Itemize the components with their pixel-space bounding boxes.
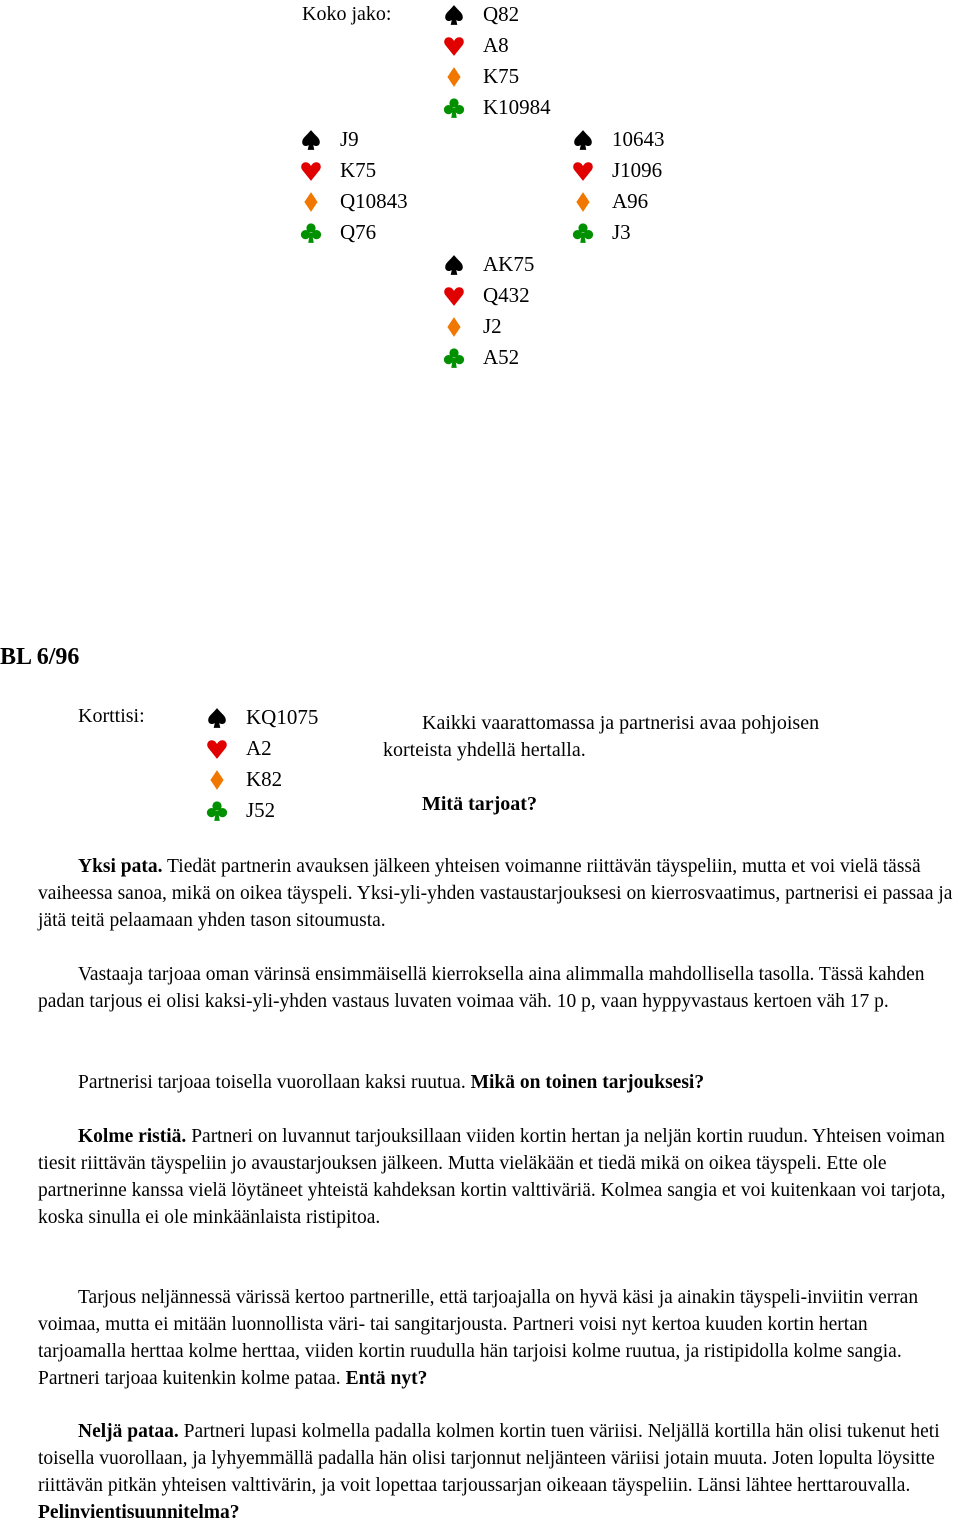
east-spades: 10643	[612, 127, 665, 151]
answer-paragraph-6	[38, 1418, 956, 1526]
south-hearts: Q432	[483, 283, 530, 307]
club-icon	[443, 347, 465, 369]
answer-1-text: Tiedät partnerin avauksen jälkeen yhteisen voimanne riittävän täyspeliin, mutta et voi vielä tässä vaiheessa sanoa, mikä on oikea täyspeli. Yksi-yli-yhden vastaustarjouksesi on kierrosvaatimus, partnerisi ei passaa ja jätä teitä pelaamaan yhden tason sitoumusta.	[38, 856, 953, 931]
diamond-icon	[443, 66, 465, 88]
north-hearts: A8	[483, 33, 509, 57]
north-clubs: K10984	[483, 95, 551, 119]
hand-diamonds: K82	[246, 767, 283, 791]
answer-4-bid: Kolme ristiä.	[78, 1126, 187, 1147]
problem-description-line2: korteista yhdellä hertalla.	[383, 739, 586, 761]
west-diamonds: Q10843	[340, 189, 408, 213]
spade-icon	[300, 129, 322, 151]
west-spades: J9	[340, 127, 359, 151]
heart-icon	[206, 738, 228, 760]
answer-paragraph-1	[38, 853, 956, 934]
south-diamonds: J2	[483, 314, 502, 338]
east-hearts: J1096	[612, 158, 663, 182]
answer-2-text: Vastaaja tarjoaa oman värinsä ensimmäisellä kierroksella aina alimmalla mahdollisella tasolla. Tässä kahden padan tarjous ei olisi kaksi-yli-yhden vastaus luvaten voimaa väh. 10 p, vaan hyppyvastaus kertoen väh 17 p.	[38, 964, 925, 1012]
south-clubs: A52	[483, 345, 520, 369]
answer-paragraph-4	[38, 1123, 956, 1231]
answer-paragraph-2	[38, 961, 956, 1015]
problem-question: Mitä tarjoat?	[422, 793, 537, 815]
heart-icon	[300, 160, 322, 182]
south-spades: AK75	[483, 252, 535, 276]
answer-5-text: Tarjous neljännessä värissä kertoo partnerille, että tarjoajalla on hyvä käsi ja ainakin täyspeli-inviitin verran voimaa, mutta ei mitään luonnollista väri- tai sangitarjousta. Partneri voisi nyt kertoa kuuden kortin hertan tarjoamalla herttaa kolme herttaa, viiden kortin ruudulla hän tarjoisi kolme ruutua, ja ristipidolla kolme sangia. Partneri tarjoaa kuitenkin kolme pataa.	[38, 1287, 919, 1389]
deal-label: Koko jako:	[302, 3, 392, 25]
club-icon	[443, 97, 465, 119]
answer-5-question: Entä nyt?	[345, 1368, 428, 1389]
heart-icon	[443, 35, 465, 57]
hand-hearts: A2	[246, 736, 272, 760]
answer-paragraph-5	[38, 1284, 956, 1392]
spade-icon	[443, 4, 465, 26]
spade-icon	[206, 707, 228, 729]
diamond-icon	[206, 769, 228, 791]
answer-paragraph-3	[38, 1069, 956, 1096]
answer-3-question: Mikä on toinen tarjouksesi?	[470, 1072, 705, 1093]
answer-6-text: Partneri lupasi kolmella padalla kolmen kortin tuen väriisi. Neljällä kortilla hän olisi tukenut heti toisella vuorollaan, ja lyhyemmällä padalla hän olisi tarjonnut neljänteen väriisi jotain muuta. Joten lopulta löysitte riittävän pitkän yhteisen valttivärin, ja voit lopettaa tarjoussarjan oikeaan täyspeliin. Länsi lähtee herttarouvalla.	[38, 1421, 940, 1496]
answer-1-bid: Yksi pata.	[78, 856, 163, 877]
spade-icon	[572, 129, 594, 151]
west-clubs: Q76	[340, 220, 377, 244]
hand-label: Korttisi:	[78, 705, 145, 727]
diamond-icon	[572, 191, 594, 213]
problem-description-line1: Kaikki vaarattomassa ja partnerisi avaa pohjoisen	[422, 712, 820, 734]
hand-clubs: J52	[246, 798, 276, 822]
west-hearts: K75	[340, 158, 377, 182]
diamond-icon	[300, 191, 322, 213]
spade-icon	[443, 254, 465, 276]
answer-6-question: Pelinvientisuunnitelma?	[38, 1502, 240, 1523]
north-diamonds: K75	[483, 64, 520, 88]
answer-4-text: Partneri on luvannut tarjouksillaan viiden kortin hertan ja neljän kortin ruudun. Yhteisen voiman tiesit riittävän täyspeliin jo avaustarjouksen jälkeen. Mutta vieläkään et tiedä mikä on oikea täyspeli. Ette ole partnerinne kanssa vielä löytäneet yhteistä kahdeksan kortin valttiväriä. Kolmea sangia et voi kuitenkaan voi tarjota, koska sinulla ei ole minkäänlaista ristipitoa.	[38, 1126, 946, 1228]
answer-3-text: Partnerisi tarjoaa toisella vuorollaan kaksi ruutua.	[78, 1072, 471, 1093]
heart-icon	[443, 285, 465, 307]
club-icon	[206, 800, 228, 822]
east-clubs: J3	[612, 220, 631, 244]
hand-spades: KQ1075	[246, 705, 319, 729]
diamond-icon	[443, 316, 465, 338]
problem-heading: BL 6/96	[0, 644, 80, 670]
heart-icon	[572, 160, 594, 182]
club-icon	[300, 222, 322, 244]
north-spades: Q82	[483, 2, 520, 26]
club-icon	[572, 222, 594, 244]
answer-6-bid: Neljä pataa.	[78, 1421, 179, 1442]
east-diamonds: A96	[612, 189, 649, 213]
